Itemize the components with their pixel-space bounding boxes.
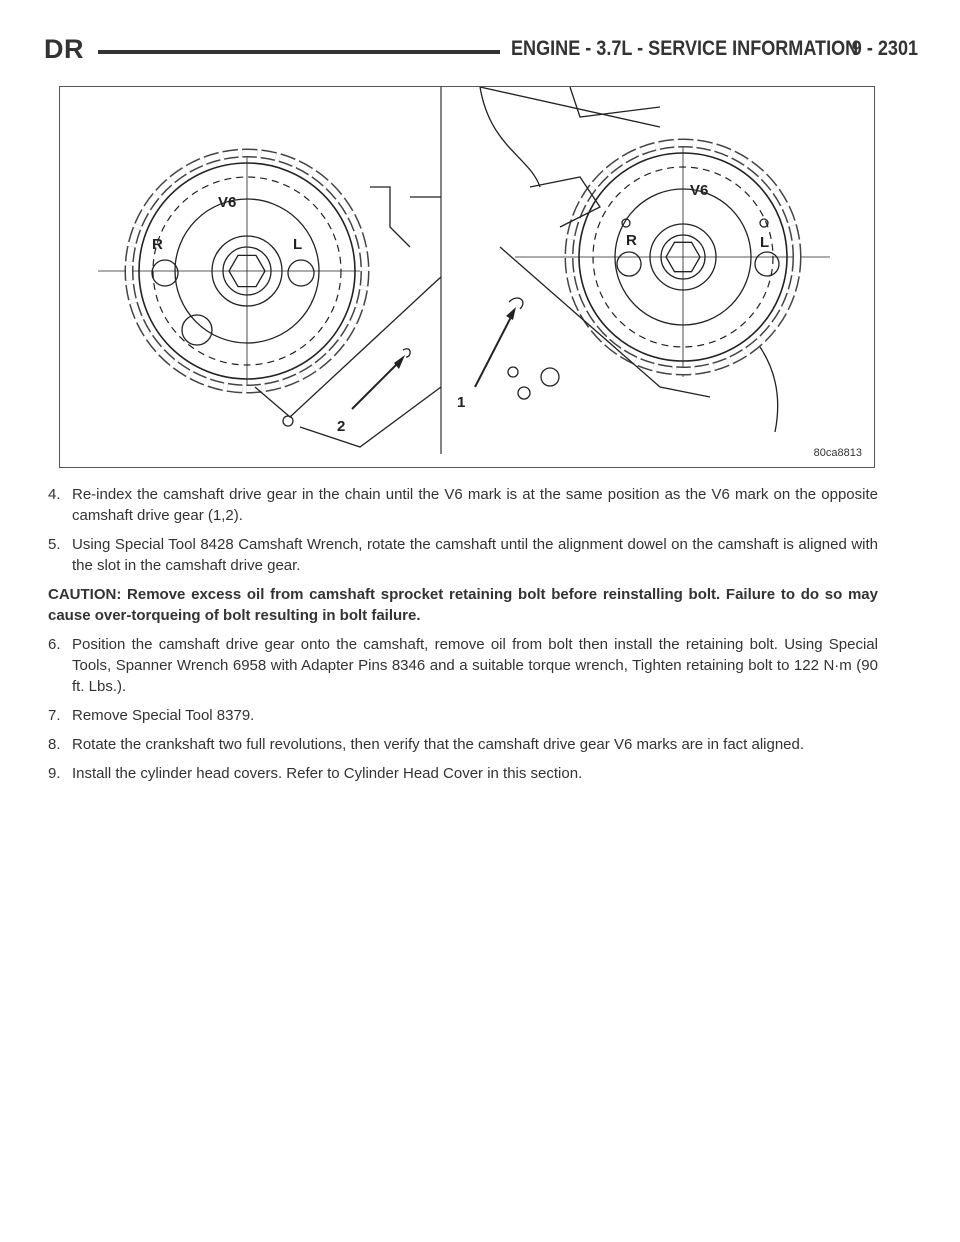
step-text: Position the camshaft drive gear onto the camshaft, remove oil from bolt then install the retaining bolt. Using Special Tools, Spanner Wrench 6958 with Adapter Pins 8346 and a suitable torque wrench, Tighten retaining bolt to 122 N·m (90 ft. Lbs.).: [72, 636, 878, 695]
step-7: [48, 705, 878, 726]
step-number: 5.: [48, 536, 61, 553]
callout-2: 2: [337, 418, 346, 435]
step-number: 8.: [48, 736, 61, 753]
step-5: [48, 534, 878, 576]
callout-2-arrowhead: [394, 355, 405, 369]
right-l-mark: L: [760, 234, 770, 251]
step-text: Install the cylinder head covers. Refer to Cylinder Head Cover in this section.: [72, 765, 583, 782]
right-dowel-l: [755, 252, 779, 276]
header-rule: [98, 50, 500, 54]
right-lower-hole-3: [508, 367, 518, 377]
left-dowel-l: [288, 260, 314, 286]
left-r-mark: R: [152, 236, 163, 253]
left-v6-mark: V6: [218, 194, 237, 211]
left-dowel-r: [152, 260, 178, 286]
right-top-edge: [480, 87, 660, 127]
right-r-mark: R: [626, 232, 637, 249]
left-tensioner: [370, 187, 410, 247]
left-guide: [255, 277, 441, 417]
caution-note: CAUTION: Remove excess oil from camshaft sprocket retaining bolt before reinstalling bolt. Failure to do so may cause over-torqueing of bolt resulting in bolt failure.: [48, 586, 878, 624]
step-text: Using Special Tool 8428 Camshaft Wrench, rotate the camshaft until the alignment dowel on the camshaft is aligned with the slot in the camshaft drive gear.: [72, 536, 878, 574]
left-housing: [300, 387, 441, 447]
callout-1-leader: [475, 317, 511, 387]
step-number: 4.: [48, 486, 61, 503]
right-gear-group: [480, 87, 830, 432]
right-housing-arc: [480, 87, 540, 187]
callout-1: 1: [457, 394, 466, 411]
right-dowel-r: [617, 252, 641, 276]
right-v6-mark: V6: [690, 182, 709, 199]
step-text: Re-index the camshaft drive gear in the chain until the V6 mark is at the same position as the V6 mark on the opposite camshaft drive gear (1,2).: [72, 486, 878, 524]
header-page-number: 9 - 2301: [851, 37, 918, 60]
right-hook: [509, 298, 523, 309]
callout-2-leader: [352, 363, 398, 409]
step-6: [48, 634, 878, 697]
step-text: Rotate the crankshaft two full revolutions, then verify that the camshaft drive gear V6 marks are in fact aligned.: [72, 736, 805, 753]
timing-chain-diagram: [60, 87, 875, 468]
right-top-piece: [570, 87, 660, 117]
step-9: [48, 763, 878, 784]
header-code: DR: [44, 34, 84, 64]
left-l-mark: L: [293, 236, 303, 253]
step-8: [48, 734, 878, 755]
callout-1-arrowhead: [506, 307, 516, 320]
right-lower-hole-1: [541, 368, 559, 386]
figure-id: 80ca8813: [813, 447, 862, 459]
step-4: [48, 484, 878, 526]
procedure-content: [48, 484, 878, 792]
timing-chain-figure: [59, 86, 875, 468]
right-lower-hole-2: [518, 387, 530, 399]
left-small-hole: [283, 416, 293, 426]
header-title: ENGINE - 3.7L - SERVICE INFORMATION: [511, 37, 859, 60]
page-header: [44, 34, 918, 70]
right-lower-arc: [760, 347, 778, 432]
step-text: Remove Special Tool 8379.: [72, 707, 255, 724]
step-number: 7.: [48, 707, 61, 724]
step-number: 9.: [48, 765, 61, 782]
step-number: 6.: [48, 636, 61, 653]
left-gear-group: [98, 153, 441, 447]
left-hole: [182, 315, 212, 345]
